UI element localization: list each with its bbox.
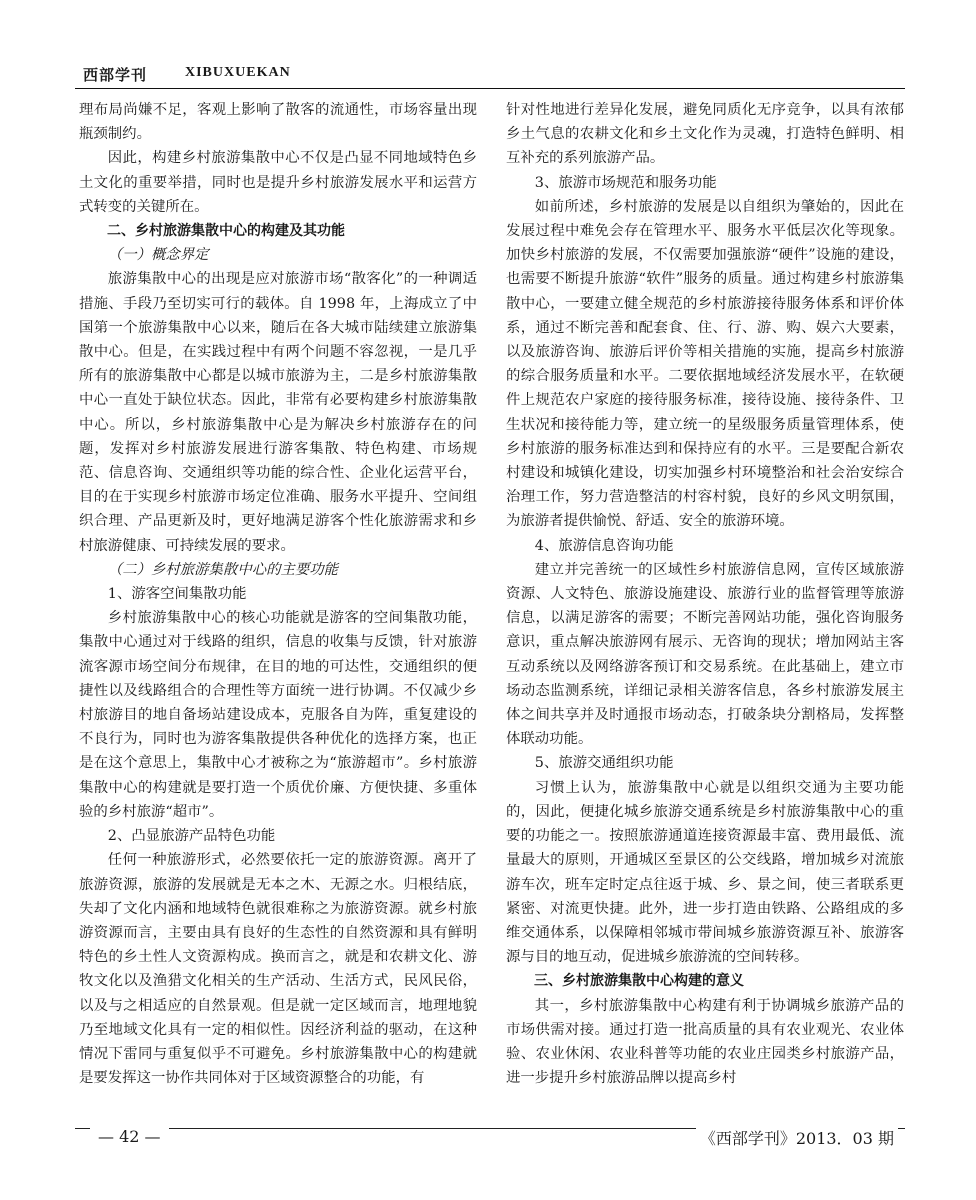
paragraph: 4、旅游信息咨询功能 (534, 537, 674, 554)
section-heading: 二、乡村旅游集散中心的构建及其功能 (107, 223, 345, 240)
paragraph: 乡村旅游集散中心的核心功能就是游客的空间集散功能，集散中心通过对于线路的组织，信息的收集与反馈，针对旅游流客源市场空间分布规律，在目的地的可达性，交通组织的便捷性以及线路组合的合理性等方面统一进行协调。不仅减少乡村旅游目的地自备场站建设成本，克服各自为阵，重复建设的不良行为，同时也为游客集散提供各种优化的选择方案，也正是在这个意思上，集散中心才被称之为“旅游超市”。乡村旅游集散中心的构建就是要打造一个质优价廉、方便快捷、多重体验的乡村旅游“超市”。 (79, 610, 477, 820)
paragraph: 1、游客空间集散功能 (107, 586, 247, 603)
paragraph: 2、凸显旅游产品特色功能 (107, 828, 276, 845)
paragraph: 如前所述，乡村旅游的发展是以自组织为肇始的，因此在发展过程中难免会存在管理水平、服务水平低层次化等现象。加快乡村旅游的发展，不仅需要加强旅游“硬件”设施的建设，也需要不断提升旅游“软件”服务的质量。通过构建乡村旅游集散中心，一要建立健全规范的乡村旅游接待服务体系和评价体系，通过不断完善和配套食、住、行、游、购、娱六大要素，以及旅游咨询、旅游后评价等相关措施的实施，提高乡村旅游的综合服务质量和水平。二要依据地域经济发展水平，在软硬件上规范农户家庭的接待服务标准，接待设施、接待条件、卫生状况和接待能力等，建立统一的星级服务质量管理体系，使乡村旅游的服务标准达到和保持应有的水平。三是要配合新农村建设和城镇化建设，切实加强乡村环境整治和社会治安综合治理工作，努力营造整洁的村容村貌，良好的乡风文明氛围，为旅游者提供愉悦、舒适、安全的旅游环境。 (506, 198, 904, 530)
header-journal-pinyin: XIBUXUEKAN (185, 65, 291, 80)
subsection-heading: （二）乡村旅游集散中心的主要功能 (107, 561, 339, 578)
section-heading: 三、乡村旅游集散中心构建的意义 (534, 973, 744, 990)
paragraph: 5、旅游交通组织功能 (534, 755, 674, 772)
header-rule (75, 88, 905, 89)
subsection-heading: （一）概念界定 (107, 247, 209, 264)
running-header (75, 62, 905, 86)
paragraph: 理布局尚嫌不足，客观上影响了散客的流通性，市场容量出现瓶颈制约。 (79, 102, 477, 143)
paragraph: 针对性地进行差异化发展，避免同质化无序竞争，以具有浓郁乡土气息的农耕文化和乡土文化作为灵魂，打造特色鲜明、相互补充的系列旅游产品。 (506, 102, 904, 167)
page-number: — 42 — (90, 1127, 169, 1146)
left-column (79, 98, 477, 1110)
paragraph: 任何一种旅游形式，必然要依托一定的旅游资源。离开了旅游资源，旅游的发展就是无本之木、无源之水。归根结底，失却了文化内涵和地域特色就很难称之为旅游资源。就乡村旅游资源而言，主要由具有良好的生态性的自然资源和具有鲜明特色的乡土性人文资源构成。换而言之，就是和农耕文化、游牧文化以及渔猎文化相关的生产活动、生活方式，民风民俗，以及与之相适应的自然景观。但是就一定区域而言，地理地貌乃至地域文化具有一定的相似性。因经济利益的驱动，在这种情况下雷同与重复似乎不可避免。乡村旅游集散中心的构建就是要发挥这一协作共同体对于区域资源整合的功能，有 (79, 852, 477, 1087)
paragraph: 旅游集散中心的出现是应对旅游市场“散客化”的一种调适措施、手段乃至切实可行的载体。自 1998 年，上海成立了中国第一个旅游集散中心以来，随后在各大城市陆续建立旅游集散中心。但是，在实践过程中有两个问题不容忽视，一是几乎所有的旅游集散中心都是以城市旅游为主，二是乡村旅游集散中心一直处于缺位状态。因此，非常有必要构建乡村旅游集散中心。所以，乡村旅游集散中心是为解决乡村旅游存在的问题，发挥对乡村旅游发展进行游客集散、特色构建、市场规范、信息咨询、交通组织等功能的综合性、企业化运营平台，目的在于实现乡村旅游市场定位准确、服务水平提升、空间组织合理、产品更新及时，更好地满足游客个性化旅游需求和乡村旅游健康、可持续发展的要求。 (79, 271, 477, 554)
paragraph: 建立并完善统一的区域性乡村旅游信息网，宣传区域旅游资源、人文特色、旅游设施建设、旅游行业的监督管理等旅游信息，以满足游客的需要；不断完善网站功能，强化咨询服务意识，重点解决旅游网有展示、无咨询的现状；增加网站主客互动系统以及网络游客预订和交易系统。在此基础上，建立市场动态监测系统，详细记录相关游客信息，各乡村旅游发展主体之间共享并及时通报市场动态，打破条块分割格局，发挥整体联动功能。 (506, 561, 904, 748)
paragraph: 其一，乡村旅游集散中心构建有利于协调城乡旅游产品的市场供需对接。通过打造一批高质量的具有农业观光、农业体验、农业休闲、农业科普等功能的农业庄园类乡村旅游产品，进一步提升乡村旅游品牌以提高乡村 (506, 997, 904, 1087)
paragraph: 因此，构建乡村旅游集散中心不仅是凸显不同地域特色乡土文化的重要举措，同时也是提升乡村旅游发展水平和运营方式转变的关键所在。 (79, 150, 477, 215)
header-journal-name: 西部学刊 (83, 66, 148, 84)
paragraph: 3、旅游市场规范和服务功能 (534, 174, 717, 191)
journal-issue: 《西部学刊》2013．03 期 (696, 1126, 898, 1149)
right-column (506, 98, 904, 1110)
paragraph: 习惯上认为，旅游集散中心就是以组织交通为主要功能的，因此，便捷化城乡旅游交通系统是乡村旅游集散中心的重要的功能之一。按照旅游通道连接资源最丰富、费用最低、流量最大的原则，开通城区至景区的公交线路，增加城乡对流旅游车次，班车定时定点往返于城、乡、景之间，使三者联系更紧密、对流更快捷。此外，进一步打造由铁路、公路组成的多维交通体系，以保障相邻城市带间城乡旅游资源互补、旅游客源与目的地互动，促进城乡旅游流的空间转移。 (506, 779, 904, 966)
